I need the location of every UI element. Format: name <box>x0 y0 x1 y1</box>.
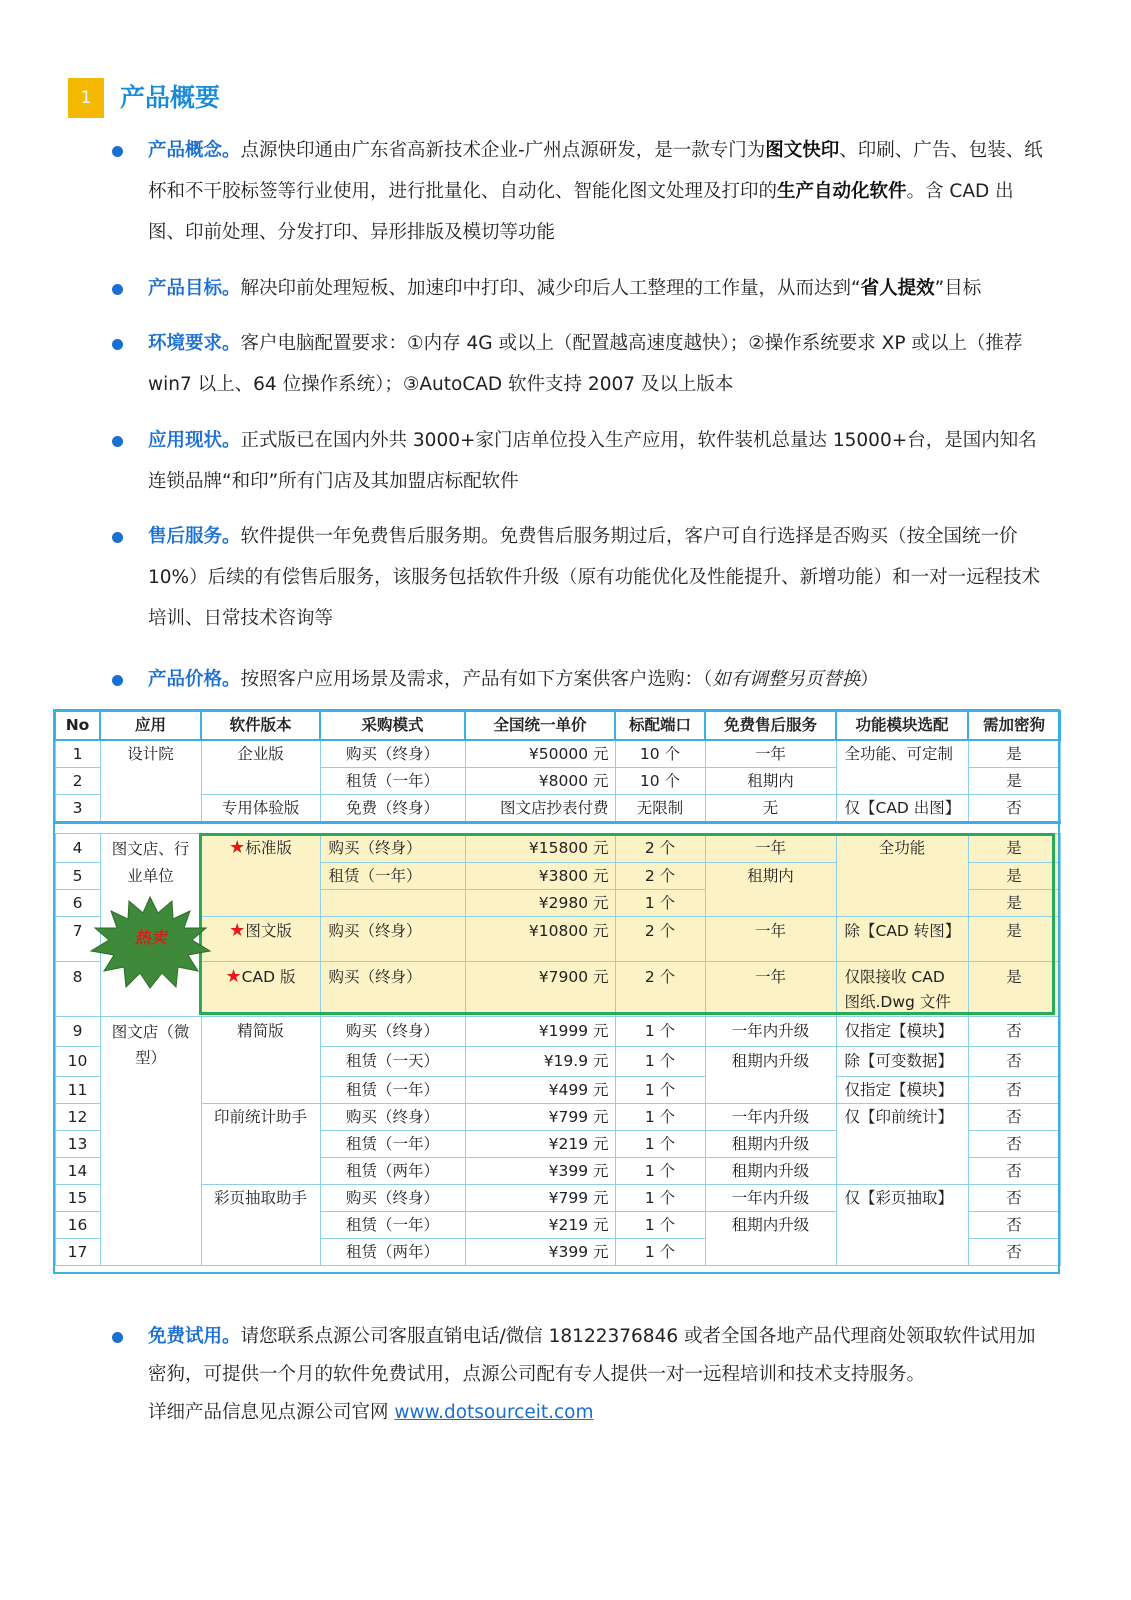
cell-no: 7 <box>55 917 100 962</box>
table-row <box>55 1017 1060 1047</box>
bullet-dot <box>112 436 123 447</box>
cell-func: 仅【彩页抽取】 <box>836 1185 968 1266</box>
cell-price: ¥19.9 元 <box>465 1047 615 1077</box>
cell-price: ¥7900 元 <box>465 962 615 1017</box>
cell-mode: 租赁（两年） <box>320 1239 465 1266</box>
cell-func: 全功能、可定制 <box>836 740 968 795</box>
th-app: 应用 <box>100 711 201 740</box>
table-row <box>55 834 1060 863</box>
section-title: 产品概要 <box>120 83 221 112</box>
th-price: 全国统一单价 <box>465 711 615 740</box>
cell-port: 10 个 <box>615 740 705 768</box>
spacer-row <box>55 823 1060 834</box>
cell-no: 13 <box>55 1131 100 1158</box>
cell-func: 除【可变数据】 <box>836 1047 968 1077</box>
cell-mode: 租赁（一年） <box>320 1131 465 1158</box>
status-heading: 应用现状。 <box>148 430 241 451</box>
cell-port: 2 个 <box>615 962 705 1017</box>
cell-price: ¥2980 元 <box>465 890 615 917</box>
th-mode: 采购模式 <box>320 711 465 740</box>
cell-dongle: 否 <box>968 1158 1060 1185</box>
cell-version: 彩页抽取助手 <box>201 1185 320 1266</box>
cell-port: 2 个 <box>615 863 705 890</box>
cell-mode: 购买（终身） <box>320 1185 465 1212</box>
cell-service: 租期内 <box>705 768 836 795</box>
cell-func: 仅指定【模块】 <box>836 1017 968 1047</box>
goal-bold: 省人提效 <box>860 278 935 299</box>
cell-port: 1 个 <box>615 1239 705 1266</box>
star-icon: ★ <box>229 920 246 941</box>
status-text: 正式版已在国内外共 3000+家门店单位投入生产应用，软件装机总量达 15000+台，是国内知名连锁品牌“和印”所有门店及其加盟店标配软件 <box>148 430 1037 492</box>
cell-func: 仅【CAD 出图】 <box>836 795 968 823</box>
cell-version <box>201 834 320 917</box>
th-port: 标配端口 <box>615 711 705 740</box>
cell-mode: 租赁（一年） <box>320 863 465 890</box>
goal-text-1: 解决印前处理短板、加速印中打印、减少印后人工整理的工作量，从而达到“ <box>240 278 861 299</box>
goal-heading: 产品目标。 <box>148 278 241 299</box>
cell-port: 1 个 <box>615 890 705 917</box>
goal-text-2: ”目标 <box>934 278 982 299</box>
cell-func: 全功能 <box>836 834 968 917</box>
trial-text: 请您联系点源公司客服直销电话/微信 18122376846 或者全国各地产品代理商处领取软件试用加密狗，可提供一个月的软件免费试用，点源公司配有专人提供一对一远程培训和技术支持服务。 <box>148 1326 1036 1385</box>
cell-version <box>201 917 320 962</box>
cell-port: 1 个 <box>615 1104 705 1131</box>
cell-dongle: 是 <box>968 834 1060 863</box>
cell-dongle: 是 <box>968 740 1060 768</box>
service-heading: 售后服务。 <box>148 526 241 547</box>
concept-text-3: 。含 CAD 出图、印前处理、分发打印、异形排版及模切等功能 <box>148 181 1014 243</box>
cell-service: 租期内升级 <box>705 1212 836 1266</box>
concept-bold-1: 图文快印 <box>765 140 840 161</box>
cell-dongle: 否 <box>968 1185 1060 1212</box>
cell-port: 2 个 <box>615 917 705 962</box>
cell-dongle: 否 <box>968 1239 1060 1266</box>
cell-no: 6 <box>55 890 100 917</box>
cell-app: 图文店（微型） <box>100 1017 201 1266</box>
bullet-dot <box>112 339 123 350</box>
cell-mode: 免费（终身） <box>320 795 465 823</box>
cell-mode <box>320 890 465 917</box>
price-heading: 产品价格。 <box>148 669 241 690</box>
cell-no: 17 <box>55 1239 100 1266</box>
cell-port: 2 个 <box>615 834 705 863</box>
cell-dongle: 否 <box>968 1077 1060 1104</box>
cell-mode: 租赁（一天） <box>320 1047 465 1077</box>
cell-price: ¥219 元 <box>465 1131 615 1158</box>
table-row <box>55 740 1060 768</box>
cell-service: 一年内升级 <box>705 1185 836 1212</box>
cell-mode: 购买（终身） <box>320 1017 465 1047</box>
concept-text-1: 点源快印通由广东省高新技术企业-广州点源研发，是一款专门为 <box>240 140 766 161</box>
cell-service: 一年内升级 <box>705 1017 836 1047</box>
version-label: CAD 版 <box>241 968 296 986</box>
cell-mode: 租赁（两年） <box>320 1158 465 1185</box>
cell-mode: 购买（终身） <box>320 834 465 863</box>
website-link[interactable]: www.dotsourceit.com <box>394 1402 594 1423</box>
bullet-dot <box>112 284 123 295</box>
cell-price: ¥799 元 <box>465 1185 615 1212</box>
cell-no: 3 <box>55 795 100 823</box>
cell-dongle: 是 <box>968 863 1060 890</box>
cell-service: 无 <box>705 795 836 823</box>
service-text: 软件提供一年免费售后服务期。免费售后服务期过后，客户可自行选择是否购买（按全国统一价 10%）后续的有偿售后服务，该服务包括软件升级（原有功能优化及性能提升、新增功能）和一对一远程技术培训、日常技术咨询等 <box>148 526 1041 629</box>
cell-service: 租期内升级 <box>705 1158 836 1185</box>
cell-service: 一年 <box>705 962 836 1017</box>
hot-label: 热卖 <box>134 928 167 947</box>
bullet-dot <box>112 675 123 686</box>
cell-dongle: 是 <box>968 917 1060 962</box>
cell-dongle: 否 <box>968 1212 1060 1239</box>
cell-port: 无限制 <box>615 795 705 823</box>
cell-no: 9 <box>55 1017 100 1047</box>
th-no: No <box>55 711 100 740</box>
cell-service: 租期内 <box>705 863 836 917</box>
cell-port: 1 个 <box>615 1077 705 1104</box>
concept-bold-2: 生产自动化软件 <box>777 181 907 202</box>
cell-price: ¥399 元 <box>465 1239 615 1266</box>
version-label: 图文版 <box>245 922 292 940</box>
concept-heading: 产品概念。 <box>148 140 241 161</box>
table-row <box>55 795 1060 823</box>
cell-service: 一年 <box>705 917 836 962</box>
cell-no: 12 <box>55 1104 100 1131</box>
trial-site-text: 详细产品信息见点源公司官网 <box>148 1402 395 1423</box>
cell-mode: 购买（终身） <box>320 962 465 1017</box>
cell-price: ¥219 元 <box>465 1212 615 1239</box>
cell-func: 仅指定【模块】 <box>836 1077 968 1104</box>
cell-port: 1 个 <box>615 1017 705 1047</box>
cell-price: ¥50000 元 <box>465 740 615 768</box>
th-version: 软件版本 <box>201 711 320 740</box>
cell-version: 精简版 <box>201 1017 320 1104</box>
section-number: 1 <box>68 78 104 118</box>
price-text: 按照客户应用场景及需求，产品有如下方案供客户选购：（ <box>240 669 713 690</box>
star-icon: ★ <box>225 966 242 987</box>
cell-func: 仅【印前统计】 <box>836 1104 968 1185</box>
bullet-dot <box>112 532 123 543</box>
th-dongle: 需加密狗 <box>968 711 1060 740</box>
cell-app: 设计院 <box>100 740 201 823</box>
bullet-dot <box>112 146 123 157</box>
cell-service: 一年 <box>705 740 836 768</box>
concept-text-2: 、印刷、广告、包装、纸杯和不干胶标签等行业使用，进行批量化、自动化、智能化图文处理及打印的 <box>148 140 1043 202</box>
cell-port: 1 个 <box>615 1212 705 1239</box>
cell-price: ¥3800 元 <box>465 863 615 890</box>
cell-version: 专用体验版 <box>201 795 320 823</box>
cell-no: 16 <box>55 1212 100 1239</box>
env-heading: 环境要求。 <box>148 333 241 354</box>
cell-version <box>201 962 320 1017</box>
cell-no: 8 <box>55 962 100 1017</box>
cell-mode: 购买（终身） <box>320 740 465 768</box>
table-row <box>55 1104 1060 1131</box>
cell-dongle: 是 <box>968 768 1060 795</box>
cell-no: 1 <box>55 740 100 768</box>
cell-service: 一年内升级 <box>705 1104 836 1131</box>
cell-port: 1 个 <box>615 1131 705 1158</box>
table-header-row <box>55 711 1060 740</box>
cell-price: ¥15800 元 <box>465 834 615 863</box>
cell-func: 仅限接收 CAD 图纸.Dwg 文件 <box>836 962 968 1017</box>
cell-app: 图文店、行业单位 <box>100 834 201 1017</box>
cell-func: 除【CAD 转图】 <box>836 917 968 962</box>
cell-dongle: 是 <box>968 962 1060 1017</box>
star-icon: ★ <box>229 837 246 858</box>
cell-mode: 购买（终身） <box>320 1104 465 1131</box>
cell-price: ¥399 元 <box>465 1158 615 1185</box>
cell-port: 1 个 <box>615 1158 705 1185</box>
cell-dongle: 是 <box>968 890 1060 917</box>
cell-service: 租期内升级 <box>705 1047 836 1104</box>
cell-no: 2 <box>55 768 100 795</box>
table-row <box>55 1185 1060 1212</box>
cell-no: 14 <box>55 1158 100 1185</box>
cell-price: ¥10800 元 <box>465 917 615 962</box>
trial-heading: 免费试用。 <box>148 1326 241 1347</box>
cell-service: 一年 <box>705 834 836 863</box>
cell-no: 5 <box>55 863 100 890</box>
cell-no: 4 <box>55 834 100 863</box>
cell-price: ¥499 元 <box>465 1077 615 1104</box>
cell-dongle: 否 <box>968 795 1060 823</box>
cell-version: 印前统计助手 <box>201 1104 320 1185</box>
price-tail: ） <box>860 669 879 690</box>
cell-dongle: 否 <box>968 1017 1060 1047</box>
version-label: 标准版 <box>245 839 292 857</box>
cell-price: 图文店抄表付费 <box>465 795 615 823</box>
cell-no: 15 <box>55 1185 100 1212</box>
cell-mode: 租赁（一年） <box>320 1212 465 1239</box>
bullet-dot <box>112 1332 123 1343</box>
cell-no: 10 <box>55 1047 100 1077</box>
cell-service: 租期内升级 <box>705 1131 836 1158</box>
cell-port: 1 个 <box>615 1047 705 1077</box>
th-func: 功能模块选配 <box>836 711 968 740</box>
cell-mode: 租赁（一年） <box>320 768 465 795</box>
cell-port: 1 个 <box>615 1185 705 1212</box>
env-text: 客户电脑配置要求：①内存 4G 或以上（配置越高速度越快）；②操作系统要求 XP 或以上（推荐 win7 以上、64 位操作系统）；③AutoCAD 软件支持 2007 及以上版本 <box>148 333 1023 395</box>
cell-price: ¥1999 元 <box>465 1017 615 1047</box>
th-service: 免费售后服务 <box>705 711 836 740</box>
cell-dongle: 否 <box>968 1104 1060 1131</box>
cell-mode: 购买（终身） <box>320 917 465 962</box>
cell-no: 11 <box>55 1077 100 1104</box>
cell-price: ¥799 元 <box>465 1104 615 1131</box>
price-note: 如有调整另页替换 <box>712 669 861 690</box>
cell-dongle: 否 <box>968 1131 1060 1158</box>
cell-version: 企业版 <box>201 740 320 795</box>
cell-mode: 租赁（一年） <box>320 1077 465 1104</box>
cell-price: ¥8000 元 <box>465 768 615 795</box>
cell-dongle: 否 <box>968 1047 1060 1077</box>
cell-port: 10 个 <box>615 768 705 795</box>
